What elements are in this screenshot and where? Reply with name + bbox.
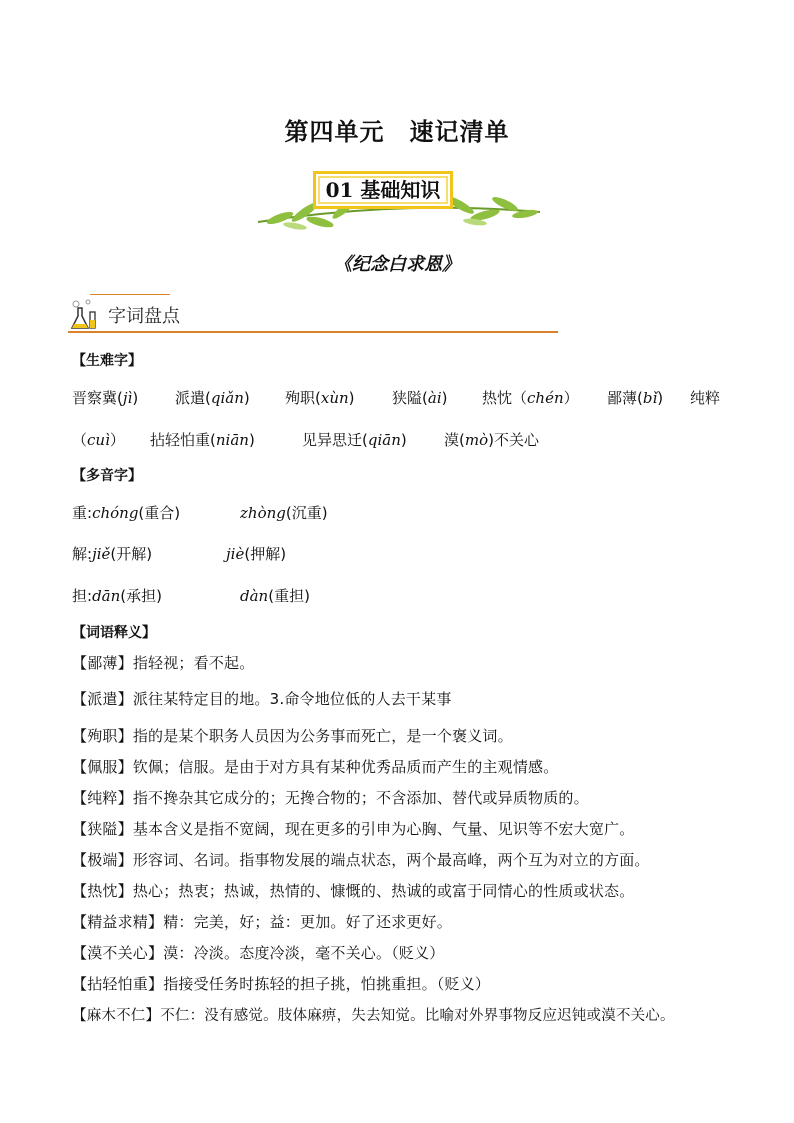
rare-char-item: 漠(mò)不关心 bbox=[444, 431, 540, 449]
polyphone-alt: dàn(重担) bbox=[240, 587, 310, 605]
rare-char-item: 晋察冀(jì) bbox=[72, 389, 139, 407]
definition-row: 【精益求精】精：完美，好；益：更加。好了还求更好。 bbox=[72, 913, 453, 931]
definition-row: 【麻木不仁】不仁：没有感觉。肢体麻痹，失去知觉。比喻对外界事物反应迟钝或漠不关心。 bbox=[72, 1008, 675, 1024]
definition-row: 【佩服】钦佩；信服。是由于对方具有某种优秀品质而产生的主观情感。 bbox=[72, 758, 559, 776]
polyphone-row: 担:dān(承担) bbox=[72, 587, 163, 605]
badge-frame bbox=[313, 171, 453, 209]
rare-char-item: 鄙薄(bǐ) bbox=[607, 389, 664, 407]
header-word-definitions: 【词语释义】 bbox=[72, 625, 156, 641]
rare-char-item: 殉职(xùn) bbox=[285, 389, 355, 407]
definition-row: 【极端】形容词、名词。指事物发展的端点状态，两个最高峰，两个互为对立的方面。 bbox=[72, 851, 650, 869]
rare-char-item: 拈轻怕重(niān) bbox=[150, 431, 255, 449]
polyphone-alt: zhòng(沉重) bbox=[240, 504, 328, 522]
section-badge bbox=[250, 160, 550, 240]
rare-char-pinyin: （cuì） bbox=[72, 431, 125, 449]
divider-bottom bbox=[68, 331, 558, 333]
definition-row: 【派遣】派往某特定目的地。3.命令地位低的人去干某事 bbox=[72, 690, 452, 708]
polyphone-alt: jiè(押解) bbox=[226, 545, 287, 563]
definition-row: 【鄙薄】指轻视；看不起。 bbox=[72, 654, 255, 672]
rare-char-item: 狭隘(ài) bbox=[392, 389, 448, 407]
header-polyphones: 【多音字】 bbox=[72, 468, 142, 484]
section-label: 字词盘点 bbox=[108, 306, 180, 327]
definition-row: 【热忱】热心；热衷；热诚，热情的、慷慨的、热诚的或富于同情心的性质或状态。 bbox=[72, 882, 635, 900]
rare-char-item: 见异思迁(qiān) bbox=[302, 431, 407, 449]
page-title: 第四单元 速记清单 bbox=[284, 118, 510, 146]
flask-icon bbox=[68, 298, 102, 332]
section-header bbox=[68, 292, 558, 334]
rare-char-item: 纯粹 bbox=[690, 389, 721, 407]
divider-top bbox=[90, 294, 170, 295]
polyphone-row: 重:chóng(重合) bbox=[72, 504, 181, 522]
definition-row: 【漠不关心】漠：冷淡。态度冷淡，毫不关心。（贬义） bbox=[72, 944, 445, 962]
definition-row: 【殉职】指的是某个职务人员因为公务事而死亡，是一个褒义词。 bbox=[72, 727, 513, 745]
definition-row: 【拈轻怕重】指接受任务时拣轻的担子挑，怕挑重担。（贬义） bbox=[72, 975, 491, 993]
rare-char-item: 派遣(qiǎn) bbox=[175, 389, 250, 407]
rare-char-item: 热忱（chén） bbox=[482, 389, 579, 407]
polyphone-row: 解:jiě(开解) bbox=[72, 545, 153, 563]
badge-label: 01 基础知识 bbox=[325, 178, 441, 202]
definition-row: 【纯粹】指不搀杂其它成分的；无搀合物的；不含添加、替代或异质物质的。 bbox=[72, 789, 589, 807]
header-rare-chars: 【生难字】 bbox=[72, 353, 142, 369]
definition-row: 【狭隘】基本含义是指不宽阔，现在更多的引申为心胸、气量、见识等不宏大宽广。 bbox=[72, 820, 635, 838]
lesson-title: 《纪念白求恩》 bbox=[334, 254, 460, 275]
